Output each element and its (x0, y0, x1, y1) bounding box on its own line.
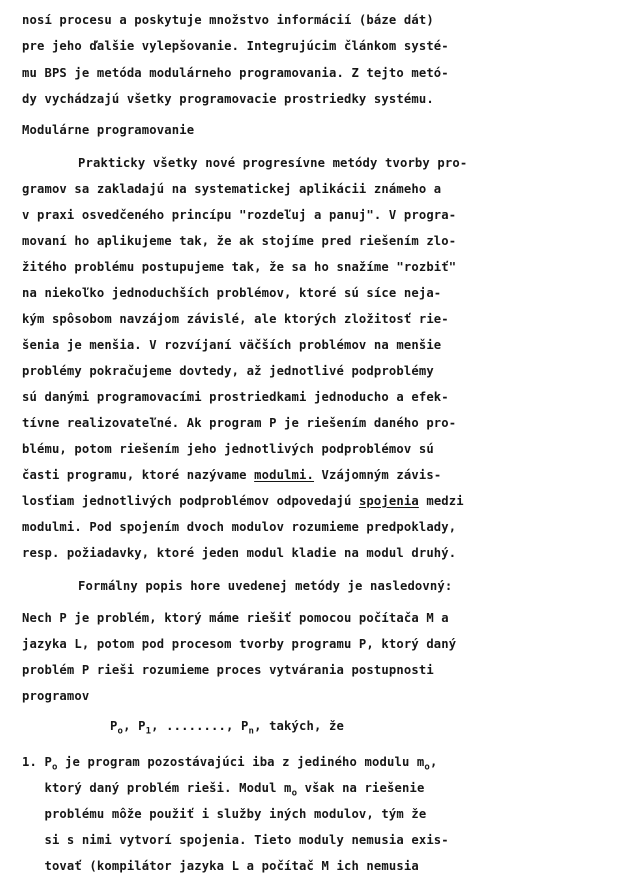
text-line: Nech P je problém, ktorý máme riešiť pomocou počítača M a (22, 611, 449, 625)
text-line: jazyka L, potom pod procesom tvorby programu P, ktorý daný (22, 637, 457, 651)
text-line (22, 469, 441, 481)
list-item-line: si s nimi vytvorí spojenia. Tieto moduly nemusia exis- (22, 833, 449, 847)
formula-subscript: n (248, 726, 255, 737)
section-heading: Modulárne programovanie (22, 123, 195, 137)
list-item-line: problému môže použiť i služby iných modulov, tým že (22, 807, 427, 821)
formula-symbol: P (138, 719, 146, 733)
text-segment: však na riešenie (297, 781, 425, 795)
list-item-line: tovať (kompilátor jazyka L a počítač M ich nemusia (22, 859, 419, 873)
text-line: resp. požiadavky, ktoré jeden modul kladie na modul druhý. (22, 546, 457, 560)
text-line: kým spôsobom navzájom závislé, ale ktorých zložitosť rie- (22, 312, 449, 326)
text-line: žitého problému postupujeme tak, že sa ho snažíme "rozbiť" (22, 260, 457, 274)
formula-subscript: o (291, 788, 298, 799)
formula-subscript: 1 (145, 726, 152, 737)
text-line: problémy pokračujeme dovtedy, až jednotlivé podproblémy (22, 364, 434, 378)
text-line: modulmi. Pod spojením dvoch modulov rozumieme predpoklady, (22, 520, 457, 534)
text-line (22, 495, 464, 507)
text-segment: losťiam jednotlivých podproblémov odpovedajú (22, 494, 359, 508)
text-line: programov (22, 689, 90, 703)
text-line: sú danými programovacími prostriedkami jednoducho a efek- (22, 390, 449, 404)
text-line: šenia je menšia. V rozvíjaní väčších problémov na menšie (22, 338, 442, 352)
formula-subscript: o (117, 726, 124, 737)
formula-tail: , takých, že (254, 719, 344, 733)
formula-subscript: o (424, 762, 430, 773)
text-segment: ktorý daný problém rieši. Modul m (22, 781, 292, 795)
text-line: dy vychádzajú všetky programovacie prostriedky systému. (22, 92, 434, 106)
text-line: pre jeho ďalšie vylepšovanie. Integrujúcim článkom systé- (22, 39, 449, 53)
text-line: mu BPS je metóda modulárneho programovania. Z tejto metó- (22, 66, 449, 80)
text-segment: 1. P (22, 755, 52, 769)
formula-symbol: P (110, 719, 118, 733)
formula-symbol: P (241, 719, 249, 733)
underlined-term-spojenia: spojenia (358, 494, 419, 508)
text-segment: Vzájomným závis- (314, 468, 442, 482)
text-segment: je program pozostávajúci iba z jediného modulu m (57, 755, 425, 769)
text-line: problém P rieši rozumieme proces vytvárania postupnosti (22, 663, 434, 677)
text-segment: , (430, 755, 438, 769)
list-item-line (22, 781, 425, 799)
text-segment: medzi (418, 494, 464, 508)
text-segment: časti programu, ktoré nazývame (22, 468, 255, 482)
text-line: Formálny popis hore uvedenej metódy je nasledovný: (78, 579, 453, 593)
text-line: movaní ho aplikujeme tak, že ak stojíme pred riešením zlo- (22, 234, 457, 248)
formula-dots: , ........, (151, 719, 234, 733)
text-line: gramov sa zakladajú na systematickej aplikácii známeho a (22, 182, 442, 196)
text-line: blému, potom riešením jeho jednotlivých podproblémov sú (22, 442, 434, 456)
formula-subscript: o (51, 762, 58, 773)
list-item-line (22, 755, 438, 773)
text-line: nosí procesu a poskytuje množstvo informácií (báze dát) (22, 13, 434, 27)
text-line: tívne realizovateľné. Ak program P je riešením daného pro- (22, 416, 457, 430)
text-line: Prakticky všetky nové progresívne metódy tvorby pro- (78, 156, 468, 170)
text-line: na niekoľko jednoduchších problémov, ktoré sú síce neja- (22, 286, 442, 300)
underlined-term-modulmi: modulmi. (254, 468, 315, 482)
text-line: v praxi osvedčeného princípu "rozdeľuj a panuj". V progra- (22, 208, 457, 222)
formula-sequence: $P_o$, $P_1$, ........, $P_n$, takých, že (110, 719, 344, 737)
